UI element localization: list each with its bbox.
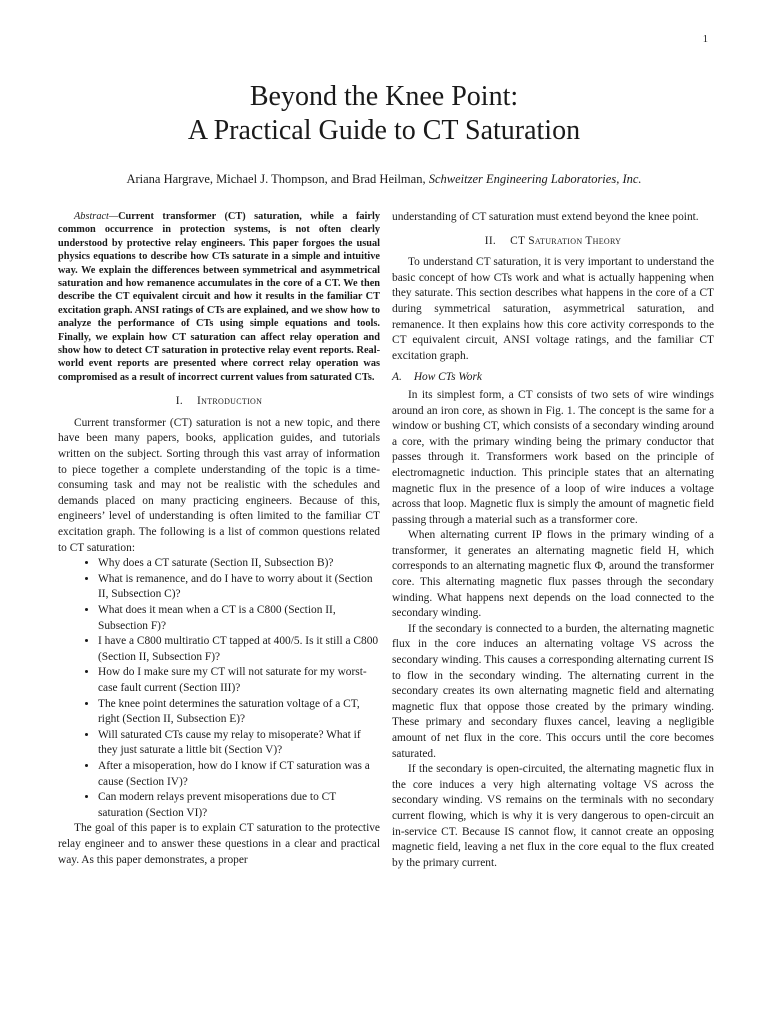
intro-paragraph-1: Current transformer (CT) saturation is not a new topic, and there have been many papers, books, application guides, and tutorials written on the subject. Sorting through this vast array of information to piece together a complete understanding of the topic is a time-consuming task and may not be realistic with the schedules and demands placed on many practicing engineers. Because of this, engineers’ level of understanding is often limited to the familiar CT excitation graph. The following is a list of common questions related to CT saturation: [58, 416, 380, 554]
list-item: • What is remanence, and do I have to worry about it (Section II, Subsection C)? [98, 572, 380, 603]
affiliation: Schweitzer Engineering Laboratories, Inc. [428, 172, 642, 186]
right-column [392, 210, 714, 871]
subsection-heading-how-cts-work [392, 370, 714, 386]
section-heading-introduction [58, 394, 380, 410]
page-number: 1 [702, 34, 708, 45]
section-title: CT Saturation Theory [510, 234, 622, 247]
abstract [58, 210, 380, 384]
list-item: • I have a C800 multiratio CT tapped at 400/5. Is it still a C800 (Section II, Subsection F)? [98, 634, 380, 665]
abstract-label: Abstract [74, 211, 109, 222]
abstract-text: Current transformer (CT) saturation, while a fairly common occurrence in protection systems, is not often clearly understood by protective relay engineers. This paper forgoes the usual physics equations to describe how CTs saturate in a simple and intuitive way. We explain the differences between symmetrical and asymmetrical saturation and how remanence accumulates in the core of a CT. We then describe the CT equivalent circuit and how it results in the familiar CT excitation graph. ANSI ratings of CTs are explained, and we show how to analyze the performance of CTs using simple equations and tools. Finally, we explain how CT saturation can affect relay operation and show how to detect CT saturation in protective relay event reports. Real-world event reports are presented where correct relay operation was compromised as a result of incorrect current values from saturated CTs. [58, 211, 380, 383]
theory-paragraph-4: If the secondary is connected to a burden, the alternating magnetic flux in the core induces an alternating voltage VS across the secondary winding. This causes a corresponding alternating current IS to flow in the secondary winding. The alternating current in the secondary creates its own alternating magnetic field and alternating magnetic flux that oppose those created by the primary winding. These primary and secondary fluxes cancel, leaving a negligible amount of net flux in the core. This occurs until the core becomes saturated. [392, 622, 714, 760]
abstract-dash: — [108, 211, 119, 222]
title-line-2: A Practical Guide to CT Saturation [187, 115, 581, 146]
list-item: • Can modern relays prevent misoperations due to CT saturation (Section VI)? [98, 790, 380, 821]
theory-paragraph-3: When alternating current IP flows in the primary winding of a transformer, it generates an alternating magnetic field H, which corresponds to an alternating magnetic flux Φ, around the transformer core. This alternating magnetic flux passes through the secondary winding. What happens next depends on the load connected to the secondary winding. [392, 529, 714, 620]
list-item: • What does it mean when a CT is a C800 (Section II, Subsection F)? [98, 603, 380, 634]
list-item: • After a misoperation, how do I know if CT saturation was a cause (Section IV)? [98, 759, 380, 790]
list-item: • Why does a CT saturate (Section II, Subsection B)? [98, 556, 380, 572]
section-title: Introduction [197, 395, 263, 408]
intro-paragraph-2: The goal of this paper is to explain CT saturation to the protective relay engineer and to answer these questions in a clear and practical way. As this paper demonstrates, a proper [58, 822, 380, 866]
theory-paragraph-2: In its simplest form, a CT consists of two sets of wire windings around an iron core, as shown in Fig. 1. The concept is the same for a window or bushing CT, which consists of a secondary winding around a core, with the primary winding being the primary conductor that passes through it. Transformers work based on the principle of electromagnetic induction. This principle states that an alternating magnetic flux in the presence of a loop of wire induces a voltage across that loop. Magnetic flux is simply the amount of magnetic field passing through a material such as a transformer core. [392, 388, 714, 526]
subsection-letter: A. [392, 371, 402, 384]
theory-paragraph-5: If the secondary is open-circuited, the alternating magnetic flux in the core induces a very high alternating voltage VS across the secondary winding. VS remains on the terminals with no secondary current flowing, which is why it is very dangerous to open-circuit an in-service CT. Because IS cannot flow, it cannot create an opposing magnetic field, leaving a net flux in the core equal to the flux created by the primary current. [392, 763, 714, 869]
title-line-1: Beyond the Knee Point: [249, 81, 519, 112]
authors: Ariana Hargrave, Michael J. Thompson, and Brad Heilman, [126, 172, 426, 186]
section-heading-ct-saturation-theory [392, 234, 714, 250]
list-item: • The knee point determines the saturation voltage of a CT, right (Section II, Subsection E)? [98, 697, 380, 728]
continuation-paragraph: understanding of CT saturation must extend beyond the knee point. [392, 211, 699, 223]
questions-list [58, 556, 380, 821]
subsection-title: How CTs Work [413, 371, 482, 384]
section-number: II. [484, 234, 497, 247]
theory-paragraph-1: To understand CT saturation, it is very important to understand the basic concept of how CTs work and what is actually happening when they saturate. This section describes what happens in the core of a CT during symmetrical saturation, asymmetrical saturation, and remanence. It then explains how this core activity corresponds to the CT equivalent circuit, ANSI voltage ratings, and the familiar CT excitation graph. [392, 256, 714, 362]
left-column [58, 210, 380, 868]
list-item: • Will saturated CTs cause my relay to misoperate? What if they just saturate a little bit (Section V)? [98, 728, 380, 759]
list-item: • How do I make sure my CT will not saturate for my worst-case fault current (Section III)? [98, 665, 380, 696]
author-line [0, 172, 768, 187]
paper-title [0, 80, 768, 148]
section-number: I. [175, 395, 184, 408]
